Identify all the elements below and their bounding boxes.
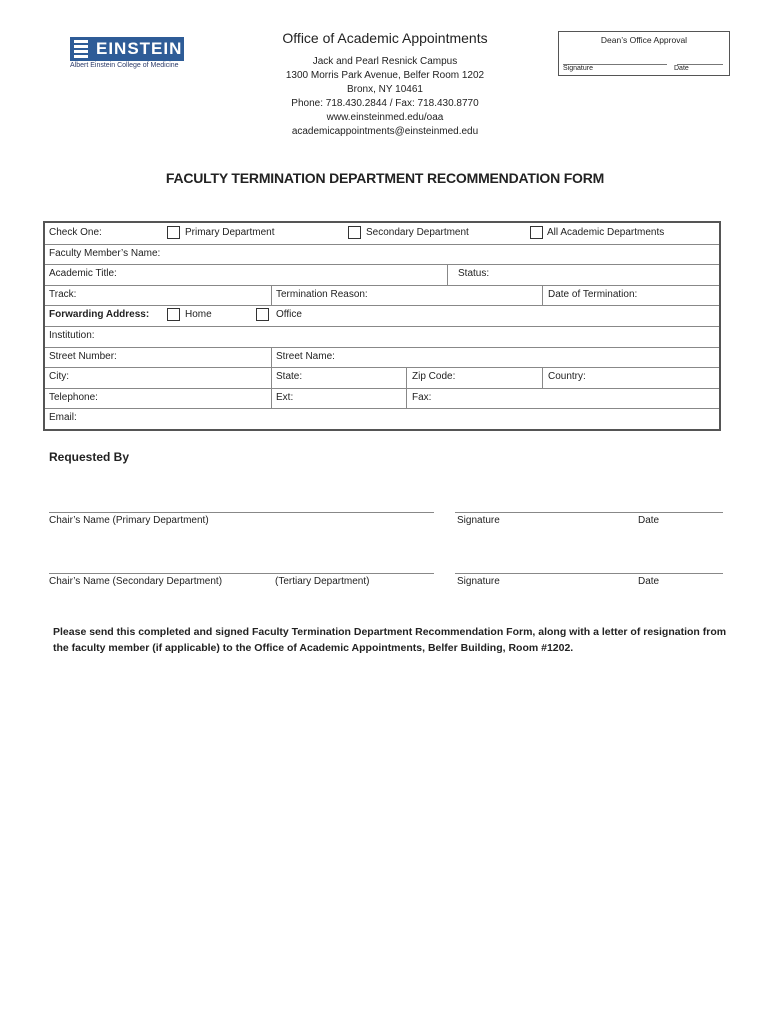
academic-title-field[interactable]: Academic Title:: [49, 268, 117, 280]
all-departments-label: All Academic Departments: [547, 227, 665, 238]
institution-field[interactable]: Institution:: [49, 330, 95, 341]
status-field[interactable]: Status:: [458, 268, 490, 280]
chair-secondary-label: Chair’s Name (Secondary Department): [49, 576, 223, 587]
faculty-info-table: [43, 221, 721, 431]
street-line: 1300 Morris Park Avenue, Belfer Room 1202: [285, 70, 485, 81]
city-field[interactable]: City:: [49, 371, 69, 383]
faculty-name-field[interactable]: Faculty Member’s Name:: [49, 247, 161, 259]
approval-date-label: Date: [674, 65, 689, 72]
secondary-signature-label: Signature: [457, 576, 500, 587]
track-row: [45, 285, 719, 307]
termination-reason-field[interactable]: Termination Reason:: [276, 288, 368, 300]
home-label: Home: [185, 309, 212, 321]
primary-department-label: Primary Department: [185, 227, 275, 238]
city-row: [45, 367, 719, 389]
forwarding-address-label: Forwarding Address:: [49, 309, 150, 321]
approval-title: Dean’s Office Approval: [600, 35, 688, 45]
website-line: www.einsteinmed.edu/oaa: [326, 112, 444, 123]
approval-signature-label: Signature: [563, 65, 593, 72]
track-field[interactable]: Track:: [49, 288, 77, 300]
state-field[interactable]: State:: [276, 371, 303, 383]
chair-primary-line[interactable]: [49, 512, 434, 513]
secondary-department-checkbox[interactable]: [348, 226, 361, 239]
all-departments-checkbox[interactable]: [530, 226, 543, 239]
street-row: [45, 347, 719, 369]
country-field[interactable]: Country:: [548, 371, 586, 383]
home-checkbox[interactable]: [167, 308, 180, 321]
forwarding-address-row: [45, 305, 719, 327]
check-one-row: [45, 223, 719, 245]
primary-date-label: Date: [638, 515, 660, 526]
date-of-termination-field[interactable]: Date of Termination:: [548, 288, 638, 300]
chair-secondary-line[interactable]: [49, 573, 434, 574]
office-label: Office: [276, 309, 302, 321]
office-title: Office of Academic Appointments: [282, 30, 488, 46]
tertiary-department-label: (Tertiary Department): [275, 576, 370, 587]
primary-signature-label: Signature: [457, 515, 500, 526]
secondary-department-label: Secondary Department: [366, 227, 469, 238]
title-status-row: [45, 264, 719, 286]
check-one-label: Check One:: [49, 227, 102, 238]
ext-field[interactable]: Ext:: [276, 391, 294, 403]
submission-note: Please send this completed and signed Faculty Termination Department Recommendation Form, along with a letter of resignation from the faculty member (if applicable) to the Office of Academic Appointments, Belfer Building, Room #1202.: [53, 626, 727, 654]
faculty-name-row: [45, 244, 719, 266]
logo-subtitle: Albert Einstein College of Medicine: [70, 62, 179, 69]
secondary-signature-line[interactable]: [455, 573, 723, 574]
campus-line: Jack and Pearl Resnick Campus: [312, 56, 458, 67]
email-line: academicappointments@einsteinmed.edu: [291, 126, 479, 137]
email-field[interactable]: Email:: [49, 412, 77, 424]
requested-by-heading: Requested By: [49, 450, 130, 464]
secondary-date-label: Date: [638, 576, 660, 587]
phone-line: Phone: 718.430.2844 / Fax: 718.430.8770: [291, 98, 479, 109]
zip-code-field[interactable]: Zip Code:: [412, 371, 456, 383]
primary-department-checkbox[interactable]: [167, 226, 180, 239]
street-number-field[interactable]: Street Number:: [49, 350, 117, 362]
logo-word: EINSTEIN: [96, 39, 183, 58]
phone-row: [45, 388, 719, 410]
email-row: [45, 408, 719, 429]
fax-field[interactable]: Fax:: [412, 391, 432, 403]
institution-row: [45, 326, 719, 348]
form-title: FACULTY TERMINATION DEPARTMENT RECOMMENDATION FORM: [165, 170, 605, 186]
primary-signature-line[interactable]: [455, 512, 723, 513]
chair-primary-label: Chair’s Name (Primary Department): [49, 515, 209, 526]
telephone-field[interactable]: Telephone:: [49, 391, 98, 403]
city-line: Bronx, NY 10461: [347, 84, 423, 95]
deans-approval-box: [558, 31, 730, 76]
street-name-field[interactable]: Street Name:: [276, 350, 335, 362]
office-checkbox[interactable]: [256, 308, 269, 321]
